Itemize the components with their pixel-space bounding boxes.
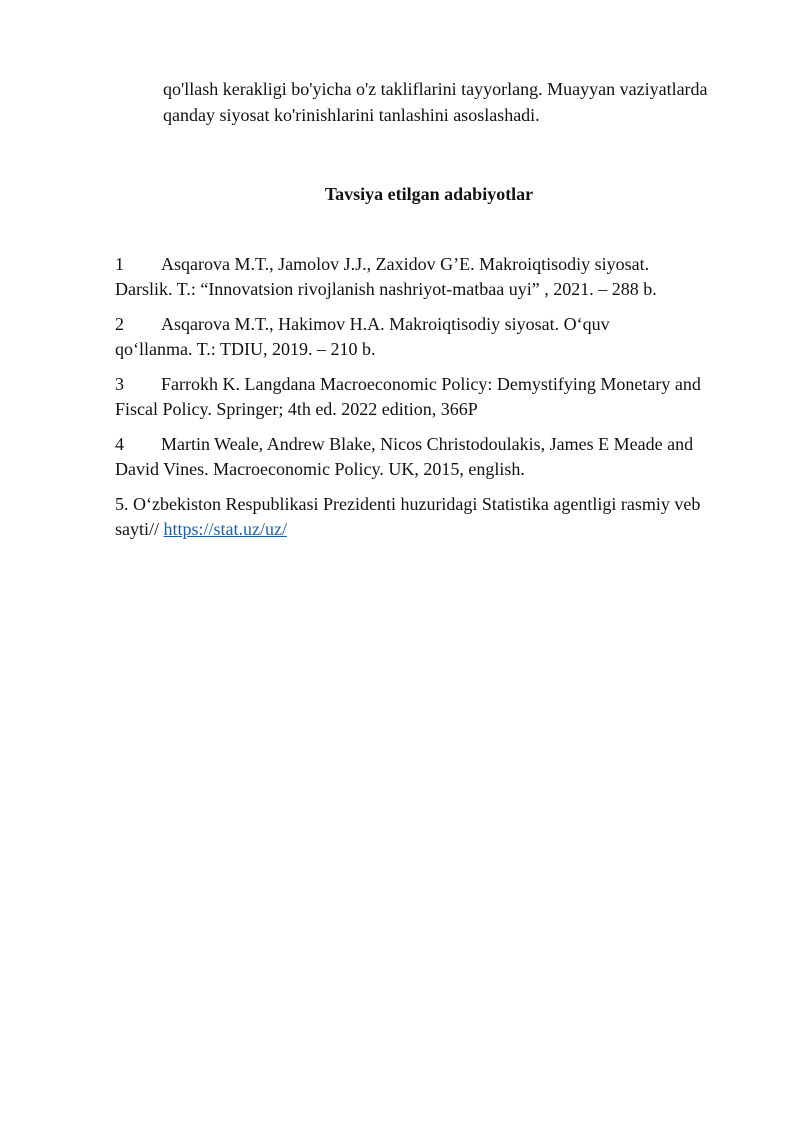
reference-number: 2 — [115, 314, 124, 334]
reference-text-line-2: Darslik. T.: “Innovatsion rivojlanish nashriyot-matbaa uyi” , 2021. – 288 b. — [115, 279, 657, 299]
references-list — [115, 252, 755, 552]
reference-text-line-1: Martin Weale, Andrew Blake, Nicos Christodoulakis, James E Meade and — [161, 434, 694, 454]
reference-text-line-1: Farrokh K. Langdana Macroeconomic Policy: Demystifying Monetary and — [161, 374, 701, 394]
reference-text-line-2: sayti// — [115, 519, 164, 539]
reference-item-4 — [115, 432, 755, 482]
intro-paragraph — [163, 76, 743, 128]
reference-text-line-1: O‘zbekiston Respublikasi Prezidenti huzuridagi Statistika agentligi rasmiy veb — [133, 494, 701, 514]
reference-number: 3 — [115, 374, 124, 394]
reference-text-line-2: qo‘llanma. T.: TDIU, 2019. – 210 b. — [115, 339, 376, 359]
reference-item-1 — [115, 252, 755, 302]
reference-text-line-2: David Vines. Macroeconomic Policy. UK, 2015, english. — [115, 459, 525, 479]
reference-item-3 — [115, 372, 755, 422]
stat-uz-link[interactable]: https://stat.uz/uz/ — [163, 519, 287, 539]
references-heading: Tavsiya etilgan adabiyotlar — [324, 184, 534, 204]
intro-line-2: qanday siyosat ko'rinishlarini tanlashini asoslashadi. — [163, 105, 540, 125]
reference-item-2 — [115, 312, 755, 362]
reference-text-line-1: Asqarova M.T., Jamolov J.J., Zaxidov G’E. Makroiqtisodiy siyosat. — [161, 254, 650, 274]
reference-number: 1 — [115, 254, 124, 274]
intro-line-1: qo'llash kerakligi bo'yicha o'z takliflarini tayyorlang. Muayyan vaziyatlarda — [163, 79, 708, 99]
reference-text-line-2: Fiscal Policy. Springer; 4th ed. 2022 edition, 366P — [115, 399, 478, 419]
reference-text-line-1: Asqarova M.T., Hakimov H.A. Makroiqtisodiy siyosat. O‘quv — [161, 314, 610, 334]
reference-number: 4 — [115, 434, 124, 454]
reference-number: 5. — [115, 494, 129, 514]
reference-item-5 — [115, 492, 755, 542]
